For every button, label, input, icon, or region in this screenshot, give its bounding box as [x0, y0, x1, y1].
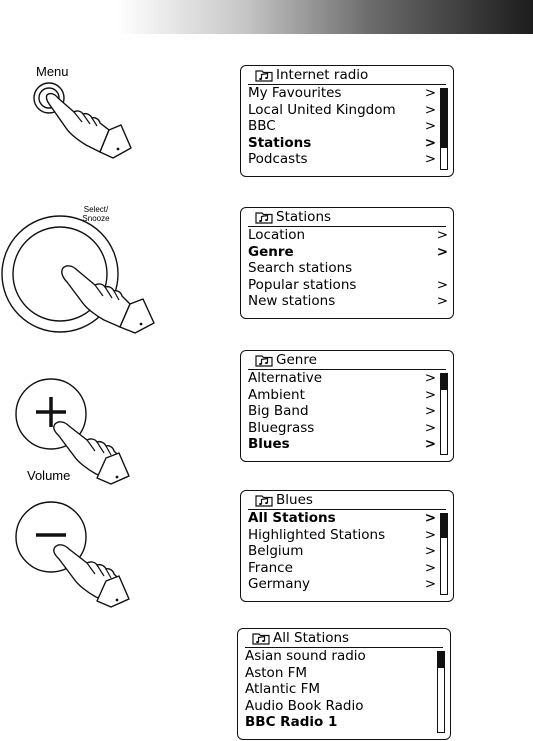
submenu-arrow-icon: > — [436, 293, 448, 310]
menu-item-label: Audio Book Radio — [245, 697, 364, 714]
menu-item-label: Genre — [248, 243, 294, 260]
submenu-arrow-icon: > — [424, 510, 436, 526]
menu-item-label: Location — [248, 227, 306, 243]
menu-item[interactable] — [245, 698, 435, 715]
submenu-arrow-icon: > — [424, 134, 436, 151]
menu-item-label: Atlantic FM — [245, 681, 321, 698]
menu-item-label: Aston FM — [245, 664, 308, 681]
menu-item[interactable] — [248, 227, 448, 244]
menu-item-label: Big Band — [248, 403, 309, 420]
screen-title — [255, 208, 331, 226]
scrollbar[interactable] — [437, 651, 445, 733]
menu-item-label: Asian sound radio — [245, 648, 366, 664]
menu-item[interactable] — [248, 576, 438, 593]
menu-item[interactable] — [245, 681, 435, 698]
screen-title-text: Blues — [276, 492, 313, 508]
submenu-arrow-icon: > — [436, 243, 448, 260]
lcd-screen — [240, 207, 454, 319]
menu-item-label: Local United Kingdom — [248, 101, 396, 118]
menu-item[interactable] — [245, 714, 435, 731]
menu-item[interactable] — [248, 403, 438, 420]
music-folder-icon — [255, 354, 273, 367]
menu-item[interactable] — [248, 102, 438, 119]
header-gradient-bar — [0, 0, 533, 34]
menu-item[interactable] — [248, 527, 438, 544]
menu-item-label: Search stations — [248, 260, 353, 277]
screen-title-text: Genre — [276, 352, 317, 368]
screen-title — [255, 66, 368, 84]
submenu-arrow-icon: > — [436, 227, 448, 243]
menu-list — [245, 648, 435, 731]
screen-title — [252, 629, 349, 647]
menu-item[interactable] — [248, 135, 438, 152]
menu-list — [248, 227, 448, 310]
submenu-arrow-icon: > — [424, 576, 436, 593]
menu-list — [248, 510, 438, 593]
submenu-arrow-icon: > — [424, 419, 436, 436]
menu-item-label: Podcasts — [248, 151, 308, 168]
hand-cuff-icon — [95, 573, 140, 613]
select-snooze-label: Select/ Snooze — [82, 205, 110, 223]
menu-item[interactable] — [248, 118, 438, 135]
lcd-screen — [240, 490, 454, 602]
menu-item-label: France — [248, 559, 293, 576]
menu-button-illustration — [30, 78, 150, 168]
menu-item[interactable] — [248, 436, 438, 453]
pressing-hand-icon — [46, 94, 131, 158]
screen-title-text: All Stations — [273, 630, 350, 646]
menu-item[interactable] — [248, 420, 438, 437]
scrollbar[interactable] — [440, 88, 448, 170]
menu-item[interactable] — [248, 260, 438, 277]
submenu-arrow-icon: > — [436, 276, 448, 293]
menu-item-label: New stations — [248, 293, 336, 310]
menu-item[interactable] — [245, 665, 435, 682]
music-folder-icon — [255, 69, 273, 82]
menu-item[interactable] — [248, 85, 438, 102]
scrollbar-thumb[interactable] — [441, 89, 447, 148]
submenu-arrow-icon: > — [424, 386, 436, 403]
screen-title — [255, 491, 313, 509]
menu-list — [248, 370, 438, 453]
scrollbar-thumb[interactable] — [438, 652, 444, 668]
lcd-screen — [240, 350, 454, 462]
lcd-screen — [237, 628, 451, 740]
submenu-arrow-icon: > — [424, 403, 436, 420]
submenu-arrow-icon: > — [424, 559, 436, 576]
menu-item[interactable] — [248, 510, 438, 527]
menu-button-label: Menu — [36, 64, 69, 79]
menu-item-label: All Stations — [248, 510, 336, 526]
menu-item[interactable] — [248, 293, 448, 310]
music-folder-icon — [255, 211, 273, 224]
menu-item[interactable] — [248, 543, 438, 560]
menu-item-label: Ambient — [248, 386, 305, 403]
menu-item-label: My Favourites — [248, 85, 342, 101]
menu-item[interactable] — [248, 387, 438, 404]
menu-item-label: Bluegrass — [248, 419, 315, 436]
scrollbar[interactable] — [440, 373, 448, 455]
menu-item-label: BBC — [248, 118, 276, 135]
menu-item[interactable] — [248, 243, 448, 261]
menu-item[interactable] — [248, 370, 438, 387]
menu-item[interactable] — [248, 276, 448, 294]
menu-item-label: Belgium — [248, 543, 304, 560]
menu-item-label: Highlighted Stations — [248, 526, 386, 543]
submenu-arrow-icon: > — [424, 370, 436, 386]
scrollbar-thumb[interactable] — [441, 374, 447, 390]
submenu-arrow-icon: > — [424, 526, 436, 543]
menu-item-label: Alternative — [248, 370, 323, 386]
screen-title-text: Stations — [276, 209, 332, 225]
submenu-arrow-icon: > — [424, 85, 436, 101]
menu-item[interactable] — [248, 151, 438, 168]
menu-item-label: Germany — [248, 576, 311, 593]
hand-cuff-icon — [95, 450, 140, 490]
scrollbar[interactable] — [440, 513, 448, 595]
menu-item-label: BBC Radio 1 — [245, 714, 338, 731]
menu-item-label: Blues — [248, 436, 290, 453]
menu-item[interactable] — [245, 648, 435, 665]
lcd-screen — [240, 65, 454, 177]
submenu-arrow-icon: > — [424, 436, 436, 453]
submenu-arrow-icon: > — [424, 543, 436, 560]
screen-title — [255, 351, 317, 369]
menu-item[interactable] — [248, 560, 438, 577]
menu-list — [248, 85, 438, 168]
volume-label: Volume — [27, 468, 71, 483]
scrollbar-thumb[interactable] — [441, 514, 447, 538]
music-folder-icon — [252, 632, 270, 645]
menu-item-label: Stations — [248, 134, 312, 151]
submenu-arrow-icon: > — [424, 151, 436, 168]
select-knob-illustration — [0, 212, 170, 347]
menu-item-label: Popular stations — [248, 276, 357, 293]
screen-title-text: Internet radio — [276, 67, 369, 83]
submenu-arrow-icon: > — [424, 101, 436, 118]
music-folder-icon — [255, 494, 273, 507]
submenu-arrow-icon: > — [424, 118, 436, 135]
